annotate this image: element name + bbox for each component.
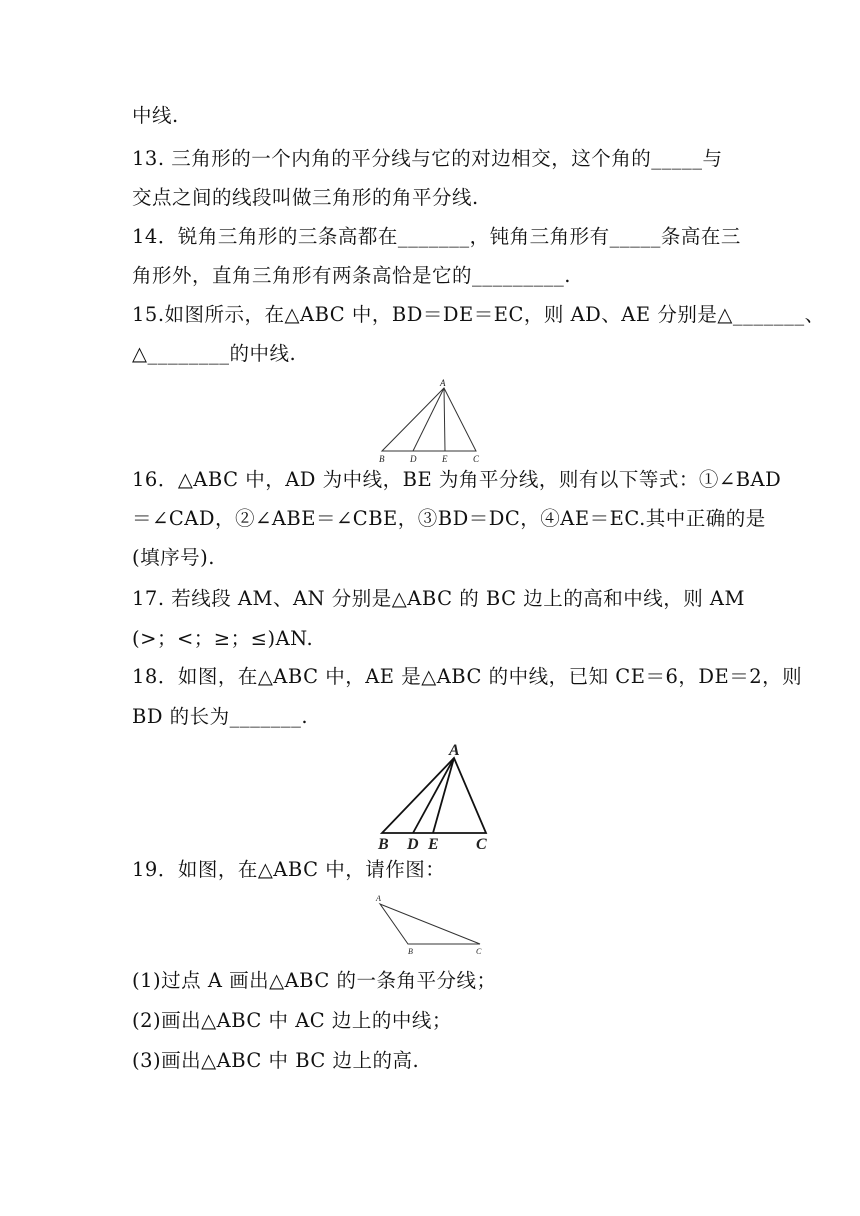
- fig15-label-d: D: [410, 454, 417, 464]
- q15-line-1: 15.如图所示，在△ABC 中，BD＝DE＝EC，则 AD、AE 分别是△_______、: [132, 303, 825, 326]
- fig18-label-e: E: [428, 836, 439, 852]
- q14-line-1: 14．锐角三角形的三条高都在_______，钝角三角形有_____条高在三: [132, 225, 741, 248]
- figure-q15-triangle: [370, 376, 490, 466]
- q18-line-1: 18．如图，在△ABC 中，AE 是△ABC 的中线，已知 CE＝6，DE＝2，则: [132, 665, 803, 688]
- q19-part-1: (1)过点 A 画出△ABC 的一条角平分线；: [132, 969, 497, 992]
- q13-line-2: 交点之间的线段叫做三角形的角平分线.: [132, 186, 479, 209]
- q13-line-1: 13. 三角形的一个内角的平分线与它的对边相交，这个角的_____与: [132, 147, 723, 170]
- q19-part-2: (2)画出△ABC 中 AC 边上的中线；: [132, 1009, 452, 1032]
- figure-q18-triangle: [372, 740, 496, 852]
- q16-line-3: (填序号).: [132, 546, 215, 569]
- q18-line-2: BD 的长为_______.: [132, 705, 309, 728]
- q17-line-1: 17. 若线段 AM、AN 分别是△ABC 的 BC 边上的高和中线，则 AM: [132, 587, 745, 610]
- q15-line-2: △________的中线.: [132, 342, 297, 365]
- q19-part-3: (3)画出△ABC 中 BC 边上的高.: [132, 1049, 420, 1072]
- q19-line-1: 19．如图，在△ABC 中，请作图：: [132, 858, 446, 881]
- fig19-label-c: C: [476, 947, 482, 956]
- fig15-label-a: A: [440, 378, 446, 388]
- fig18-label-d: D: [407, 836, 419, 852]
- q16-line-2: ＝∠CAD，②∠ABE＝∠CBE，③BD＝DC，④AE＝EC.其中正确的是: [132, 507, 766, 530]
- fig18-label-b: B: [378, 836, 389, 852]
- fig15-label-b: B: [379, 454, 385, 464]
- fig19-label-a: A: [376, 894, 381, 903]
- q16-line-1: 16．△ABC 中，AD 为中线，BE 为角平分线，则有以下等式：①∠BAD: [132, 468, 782, 491]
- q17-line-2: (>；<；≥；≤)AN.: [132, 627, 314, 650]
- q14-line-2: 角形外，直角三角形有两条高恰是它的_________.: [132, 264, 571, 287]
- fig18-label-c: C: [476, 836, 487, 852]
- fig19-label-b: B: [408, 947, 413, 956]
- fig15-label-e: E: [442, 454, 448, 464]
- figure-q19-triangle: [372, 890, 488, 958]
- fig18-label-a: A: [449, 742, 460, 759]
- text-line-1: 中线.: [132, 104, 179, 127]
- fig15-label-c: C: [473, 454, 480, 464]
